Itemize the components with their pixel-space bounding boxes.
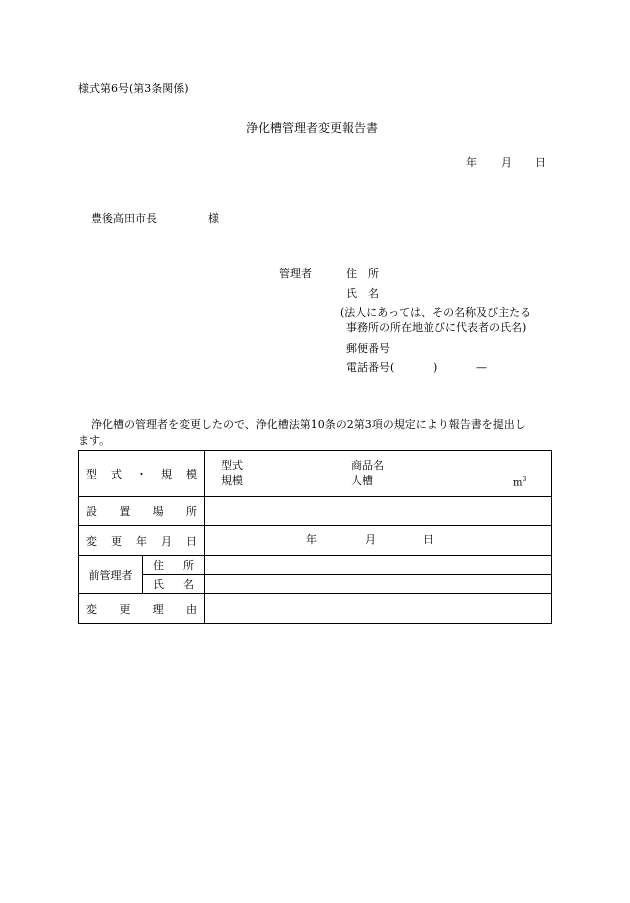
change-reason-field[interactable] [205,594,552,624]
reporter-phone-dash: — [476,361,487,374]
capacity-label: 人槽 [351,474,373,487]
change-reason-label: 変 更 理 由 [79,594,205,624]
prev-name-field[interactable] [205,575,552,594]
table-row-prev-address [79,556,552,575]
change-date-label: 変 更 年 月 日 [79,526,205,556]
body-text-line2: ます。 [78,434,111,447]
date-month-label: 月 [501,156,512,169]
document-title: 浄化槽管理者変更報告書 [246,121,379,135]
change-date-day: 日 [423,533,434,546]
change-date-month: 月 [365,533,376,546]
addressee-honorific: 様 [208,212,219,225]
change-date-year: 年 [306,533,317,546]
reporter-phone-label: 電話番号( [346,361,395,374]
table-row-prev-name [79,575,552,594]
previous-manager-label: 前管理者 [79,556,143,594]
body-text-line1: 浄化槽の管理者を変更したので、浄化槽法第10条の2第3項の規定により報告書を提出し [91,418,526,431]
form-number: 様式第6号(第3条関係) [78,82,189,95]
reporter-label: 管理者 [279,267,312,280]
addressee-name: 豊後高田市長 [91,212,157,225]
cubic-meter-unit: $m^3$ [513,476,527,489]
date-day-label: 日 [535,156,546,169]
table-row-location [79,497,552,526]
reporter-address-label: 住 所 [346,267,379,280]
model-scale-label: 型 式 ・ 規 模 [79,451,205,497]
scale-label: 規模 [221,474,243,487]
reporter-postal-label: 郵便番号 [346,342,390,355]
change-date-field[interactable] [205,526,552,556]
location-field[interactable] [205,497,552,526]
prev-address-label: 住 所 [143,556,205,575]
reporter-phone-paren: ) [433,361,438,374]
table-row-reason [79,594,552,624]
model-scale-field[interactable] [205,451,552,497]
prev-address-field[interactable] [205,556,552,575]
report-form-table [78,450,552,624]
reporter-note-line2: 事務所の所在地並びに代表者の氏名) [346,321,527,334]
table-row-change-date [79,526,552,556]
model-label: 型式 [221,459,243,472]
prev-name-label: 氏 名 [143,575,205,594]
location-label: 設 置 場 所 [79,497,205,526]
product-name-label: 商品名 [351,459,384,472]
table-row-model-scale [79,451,552,497]
reporter-note-line1: (法人にあっては、その名称及び主たる [340,306,532,319]
date-year-label: 年 [466,156,477,169]
reporter-name-label: 氏 名 [346,287,379,300]
